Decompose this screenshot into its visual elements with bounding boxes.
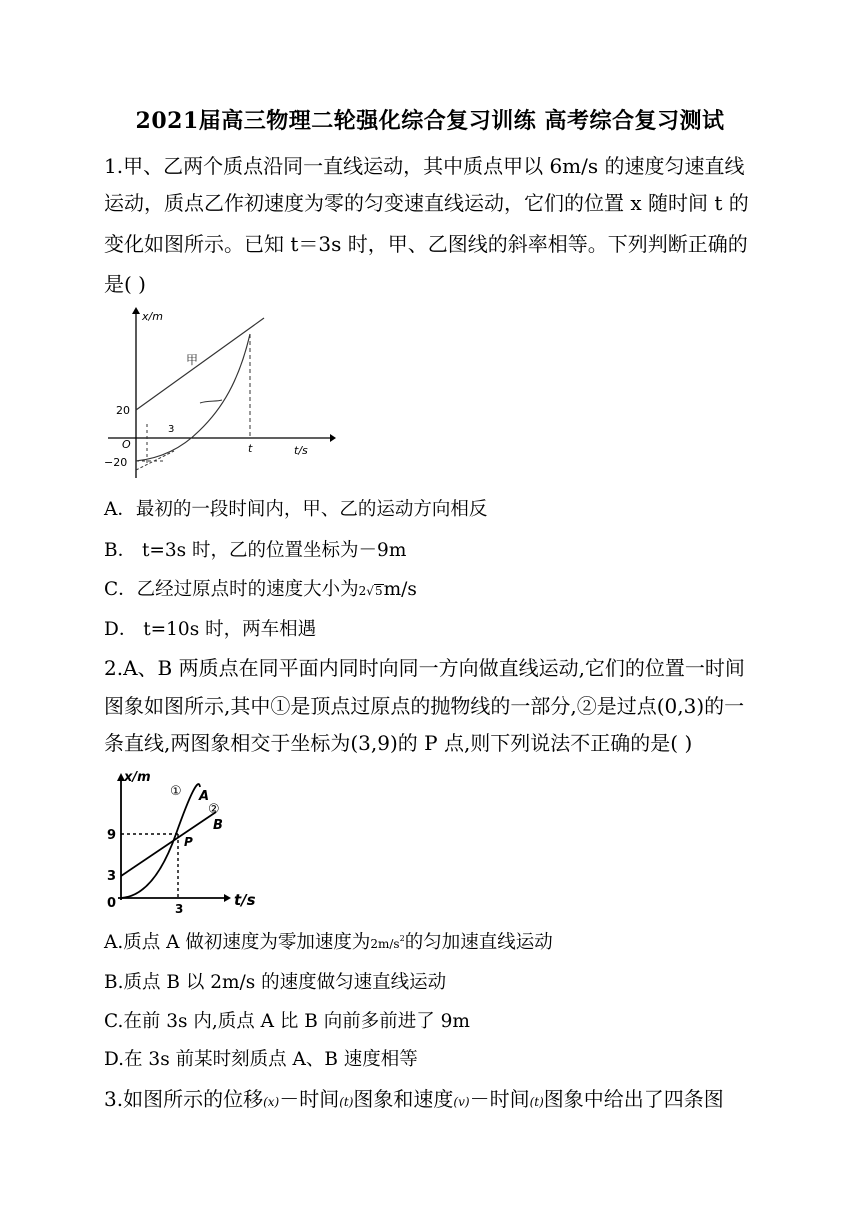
q1-option-c: C．乙经过原点时的速度大小为2√5m/s xyxy=(104,579,417,600)
q2-xt-graph xyxy=(104,765,272,913)
q2-tick-3y: 3 xyxy=(107,869,117,884)
q2-stem-line-2: 图象如图所示,其中①是顶点过原点的抛物线的一部分,②是过点(0,3)的一 xyxy=(104,694,745,718)
q2-line-b xyxy=(121,812,216,876)
q2-y-axis-label: x/m xyxy=(124,770,151,785)
q1-y-axis-arrow xyxy=(132,307,140,314)
q2-label-a: A xyxy=(199,789,210,804)
q3-stem-line-1: 3.如图所示的位移(x)－时间(t)图象和速度(v)－时间(t)图象中给出了四条图 xyxy=(104,1087,724,1111)
q1-tick-neg20: −20 xyxy=(104,456,128,469)
q2-stem-line-1: 2.A、B 两质点在同平面内同时向同一方向做直线运动,它们的位置一时间 xyxy=(104,656,745,680)
q2-option-a: A.质点 A 做初速度为零加速度为$2m/s^2$的匀加速直线运动 xyxy=(104,932,553,953)
q2-label-p: P xyxy=(184,835,193,849)
q2-tick-9: 9 xyxy=(107,828,117,843)
q2-x-axis-arrow xyxy=(224,894,231,902)
q1-tick-20: 20 xyxy=(116,404,130,417)
q1-tick-t: t xyxy=(248,442,253,455)
q2-option-c: C.在前 3s 内,质点 A 比 B 向前多前进了 9m xyxy=(104,1011,470,1032)
q1-option-a: A．最初的一段时间内，甲、乙的运动方向相反 xyxy=(104,499,488,520)
q1-stem-line-4: 是( ) xyxy=(104,272,146,296)
q2-label-2: ② xyxy=(208,802,220,817)
q1-xt-graph xyxy=(104,306,336,482)
q1-option-d: D． t=10s 时，两车相遇 xyxy=(104,619,317,640)
q1-line-jia xyxy=(136,318,264,410)
q1-stem-line-1: 1.甲、乙两个质点沿同一直线运动，其中质点甲以 6m/s 的速度匀速直线 xyxy=(104,154,745,178)
q2-tick-0: 0 xyxy=(107,896,117,911)
q2-option-d: D.在 3s 前某时刻质点 A、B 速度相等 xyxy=(104,1049,418,1070)
q1-stem-line-3: 变化如图所示。已知 t＝3s 时，甲、乙图线的斜率相等。下列判断正确的 xyxy=(104,232,748,256)
q1-label-jia: 甲 xyxy=(186,353,199,367)
q1-y-axis-label: x/m xyxy=(142,310,163,323)
q1-origin-label: O xyxy=(122,438,131,451)
q2-option-b: B.质点 B 以 2m/s 的速度做匀速直线运动 xyxy=(104,972,447,993)
q1-stem-line-2: 运动，质点乙作初速度为零的匀变速直线运动，它们的位置 x 随时间 t 的 xyxy=(104,191,749,215)
q1-tick-3: 3 xyxy=(168,424,175,435)
q2-label-b: B xyxy=(213,818,223,833)
q2-stem-line-3: 条直线,两图象相交于坐标为(3,9)的 P 点,则下列说法不正确的是( ) xyxy=(104,731,693,755)
q1-curve-yi-fragment xyxy=(200,400,222,403)
q1-x-axis-label: t/s xyxy=(294,444,308,457)
q2-tick-3x: 3 xyxy=(175,902,184,913)
q1-x-axis-arrow xyxy=(330,434,336,442)
page-title: 2021届高三物理二轮强化综合复习训练 高考综合复习测试 xyxy=(135,108,725,134)
q1-option-b: B． t=3s 时，乙的位置坐标为－9m xyxy=(104,540,407,561)
q2-x-axis-label: t/s xyxy=(234,891,256,909)
q2-label-1: ① xyxy=(170,784,182,799)
